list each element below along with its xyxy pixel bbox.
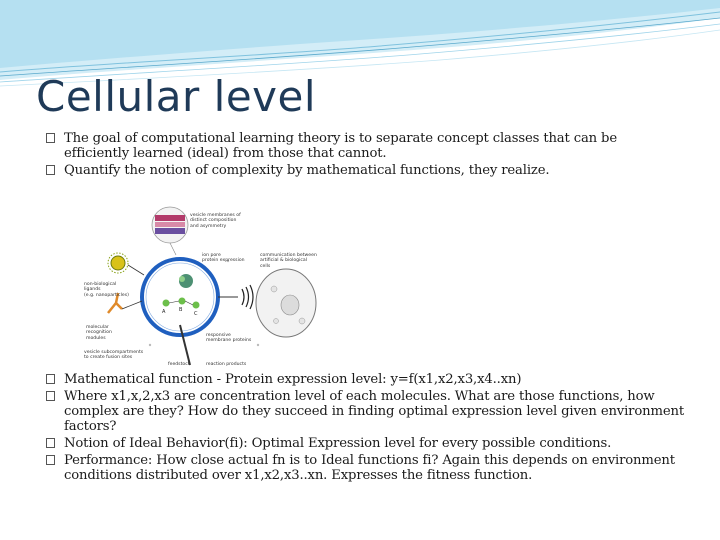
cell-organelle-2 xyxy=(299,318,305,324)
label-reaction-products: reaction products xyxy=(206,362,247,367)
node-label-a: A xyxy=(162,309,166,315)
scatter-dot-3 xyxy=(257,344,259,346)
bullet-box-icon xyxy=(46,455,55,465)
label-communication: communication between artificial & biological cells xyxy=(260,253,317,269)
nanoparticle-arrow xyxy=(128,265,144,275)
cell-organelle-3 xyxy=(274,319,279,324)
bullet-box-icon xyxy=(46,133,55,143)
bullet-text: Where x1,x,2,x3 are concentration level of each molecules. What are those functions, how complex are they? How do they succeed in finding optimal expression level given environment factors? xyxy=(64,389,684,434)
top-bullet-list xyxy=(46,131,686,180)
bullet-text: The goal of computational learning theory is to separate concept classes that can be efficiently learned (ideal) from those that cannot. xyxy=(64,131,617,161)
bullet-box-icon xyxy=(46,165,55,175)
signal-wave-1 xyxy=(242,289,244,305)
bottom-bullet-list xyxy=(46,372,686,485)
label-non-biological-ligands: non-biological ligands (e.g. nanoparticles) xyxy=(84,282,129,298)
vesicle-cell xyxy=(142,259,218,335)
node-b xyxy=(179,298,186,305)
signal-wave-2 xyxy=(246,287,249,307)
bullet-text: Notion of Ideal Behavior(fi): Optimal Expression level for every possible conditions. xyxy=(64,436,612,451)
protein-cluster-core xyxy=(179,276,185,282)
node-label-b: B xyxy=(179,307,183,313)
bullet-item xyxy=(46,436,686,451)
label-molecular-recognition: molecular recognition modules xyxy=(86,325,112,341)
banner-wave-mid xyxy=(0,0,720,68)
bullet-box-icon xyxy=(46,391,55,401)
cell-organelle-1 xyxy=(271,286,277,292)
membrane-layer-mid xyxy=(155,222,185,227)
cell-nucleus xyxy=(281,295,299,315)
signal-wave-3 xyxy=(250,285,253,309)
label-feedstock: feedstock xyxy=(168,362,191,367)
bullet-text: Performance: How close actual fn is to Ideal functions fi? Again this depends on environment conditions distributed over x1,x2,x3..xn. Expresses the fitness function. xyxy=(64,453,675,483)
scatter-dot-1 xyxy=(149,344,151,346)
inset-pointer xyxy=(170,243,176,255)
label-vesicle-membranes: vesicle membranes of distinct composition and asymmetry xyxy=(190,213,241,229)
cell-diagram-figure xyxy=(78,205,320,369)
membrane-layer-top xyxy=(155,215,185,221)
bullet-item xyxy=(46,389,686,434)
bullet-item xyxy=(46,372,686,387)
bullet-box-icon xyxy=(46,374,55,384)
label-ion-pore: ion pore protein expression xyxy=(202,253,245,264)
bullet-box-icon xyxy=(46,438,55,448)
bullet-item xyxy=(46,163,686,178)
bullet-item xyxy=(46,131,686,161)
label-vesicle-subcompartments: vesicle subcompartments to create fusion sites xyxy=(84,350,144,361)
recognition-arrow xyxy=(122,301,142,309)
nanoparticle xyxy=(111,256,125,270)
bullet-text: Mathematical function - Protein expression level: y=f(x1,x2,x3,x4..xn) xyxy=(64,372,522,387)
label-responsive-proteins: responsive membrane proteins xyxy=(206,333,252,344)
node-a xyxy=(163,300,170,307)
bullet-item xyxy=(46,453,686,483)
node-label-c: C xyxy=(194,311,198,317)
node-c xyxy=(193,302,200,309)
bullet-text: Quantify the notion of complexity by mathematical functions, they realize. xyxy=(64,163,550,178)
slide-title: Cellular level xyxy=(36,72,317,121)
membrane-layer-bottom xyxy=(155,228,185,234)
